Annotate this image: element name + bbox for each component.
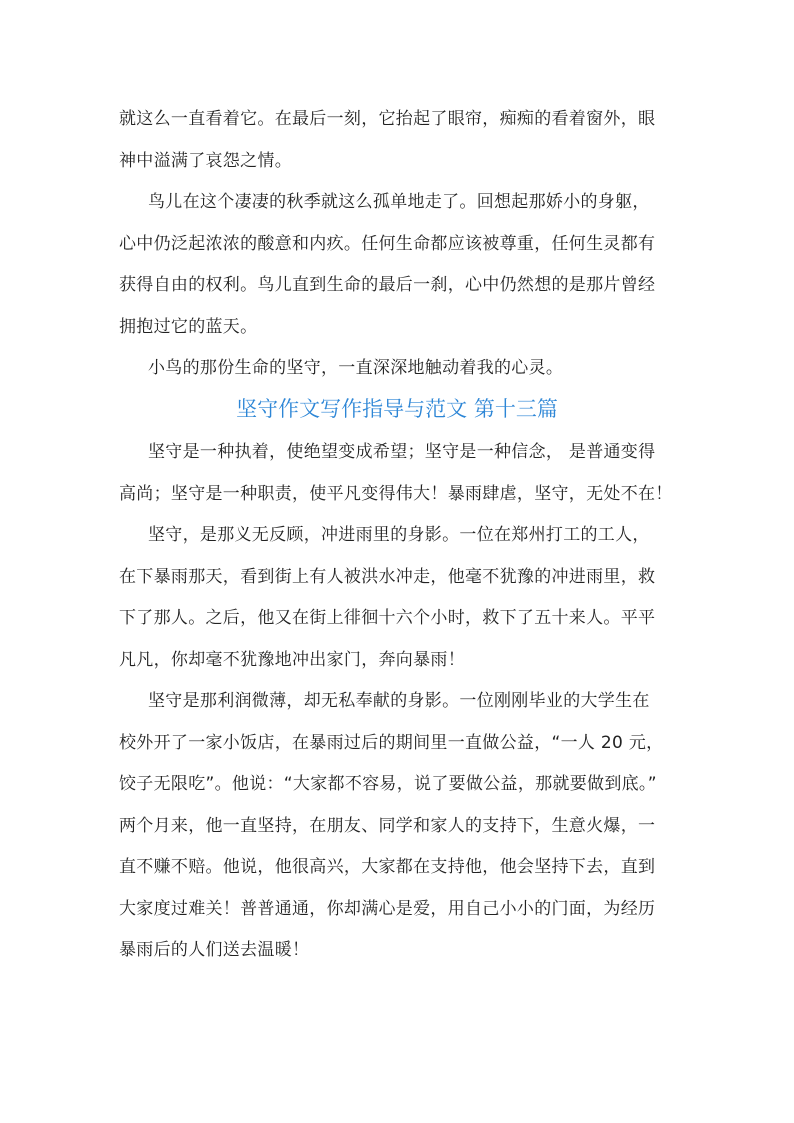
- text-line: 心中仍泛起浓浓的酸意和内疚。任何生命都应该被尊重，任何生灵都有: [119, 234, 656, 254]
- text-line: 直不赚不赔。他说，他很高兴，大家都在支持他，他会坚持下去，直到: [119, 857, 656, 877]
- text-line: 在下暴雨那天，看到街上有人被洪水冲走，他毫不犹豫的冲进雨里，救: [119, 567, 656, 587]
- text-line: 坚守是一种执着，使绝望变成希望；坚守是一种信念， 是普通变得: [148, 442, 656, 462]
- text-line: 神中溢满了哀怨之情。: [119, 151, 292, 171]
- text-line: 坚守，是那义无反顾，冲进雨里的身影。一位在郑州打工的工人，: [148, 525, 650, 545]
- text-line: 就这么一直看着它。在最后一刻，它抬起了眼帘，痴痴的看着窗外，眼: [119, 109, 656, 129]
- text-line: 校外开了一家小饭店，在暴雨过后的期间里一直做公益，“一人 20 元，: [119, 733, 664, 753]
- text-line: 鸟儿在这个凄凄的秋季就这么孤单地走了。回想起那娇小的身躯，: [148, 192, 650, 212]
- text-line: 大家度过难关！普普通通，你却满心是爱，用自己小小的门面，为经历: [119, 899, 656, 919]
- text-line: 拥抱过它的蓝天。: [119, 317, 258, 337]
- text-line: 坚守是那利润微薄，却无私奉献的身影。一位刚刚毕业的大学生在: [148, 691, 650, 711]
- text-line: 获得自由的权利。鸟儿直到生命的最后一刹，心中仍然想的是那片曾经: [119, 275, 656, 295]
- text-line: 小鸟的那份生命的坚守，一直深深地触动着我的心灵。: [148, 358, 564, 378]
- text-line: 饺子无限吃”。他说：“大家都不容易，说了要做公益，那就要做到底。”: [119, 774, 657, 794]
- text-line: 高尚；坚守是一种职责，使平凡变得伟大！暴雨肆虐，坚守，无处不在！: [119, 484, 673, 504]
- text-line: 凡凡，你却毫不犹豫地冲出家门，奔向暴雨！: [119, 650, 465, 670]
- text-line: 下了那人。之后，他又在街上徘徊十六个小时，救下了五十来人。平平: [119, 608, 656, 628]
- text-line: 两个月来，他一直坚持，在朋友、同学和家人的支持下，生意火爆，一: [119, 816, 656, 836]
- text-line: 暴雨后的人们送去温暖！: [119, 940, 310, 960]
- section-heading: 坚守作文写作指导与范文 第十三篇: [236, 397, 558, 421]
